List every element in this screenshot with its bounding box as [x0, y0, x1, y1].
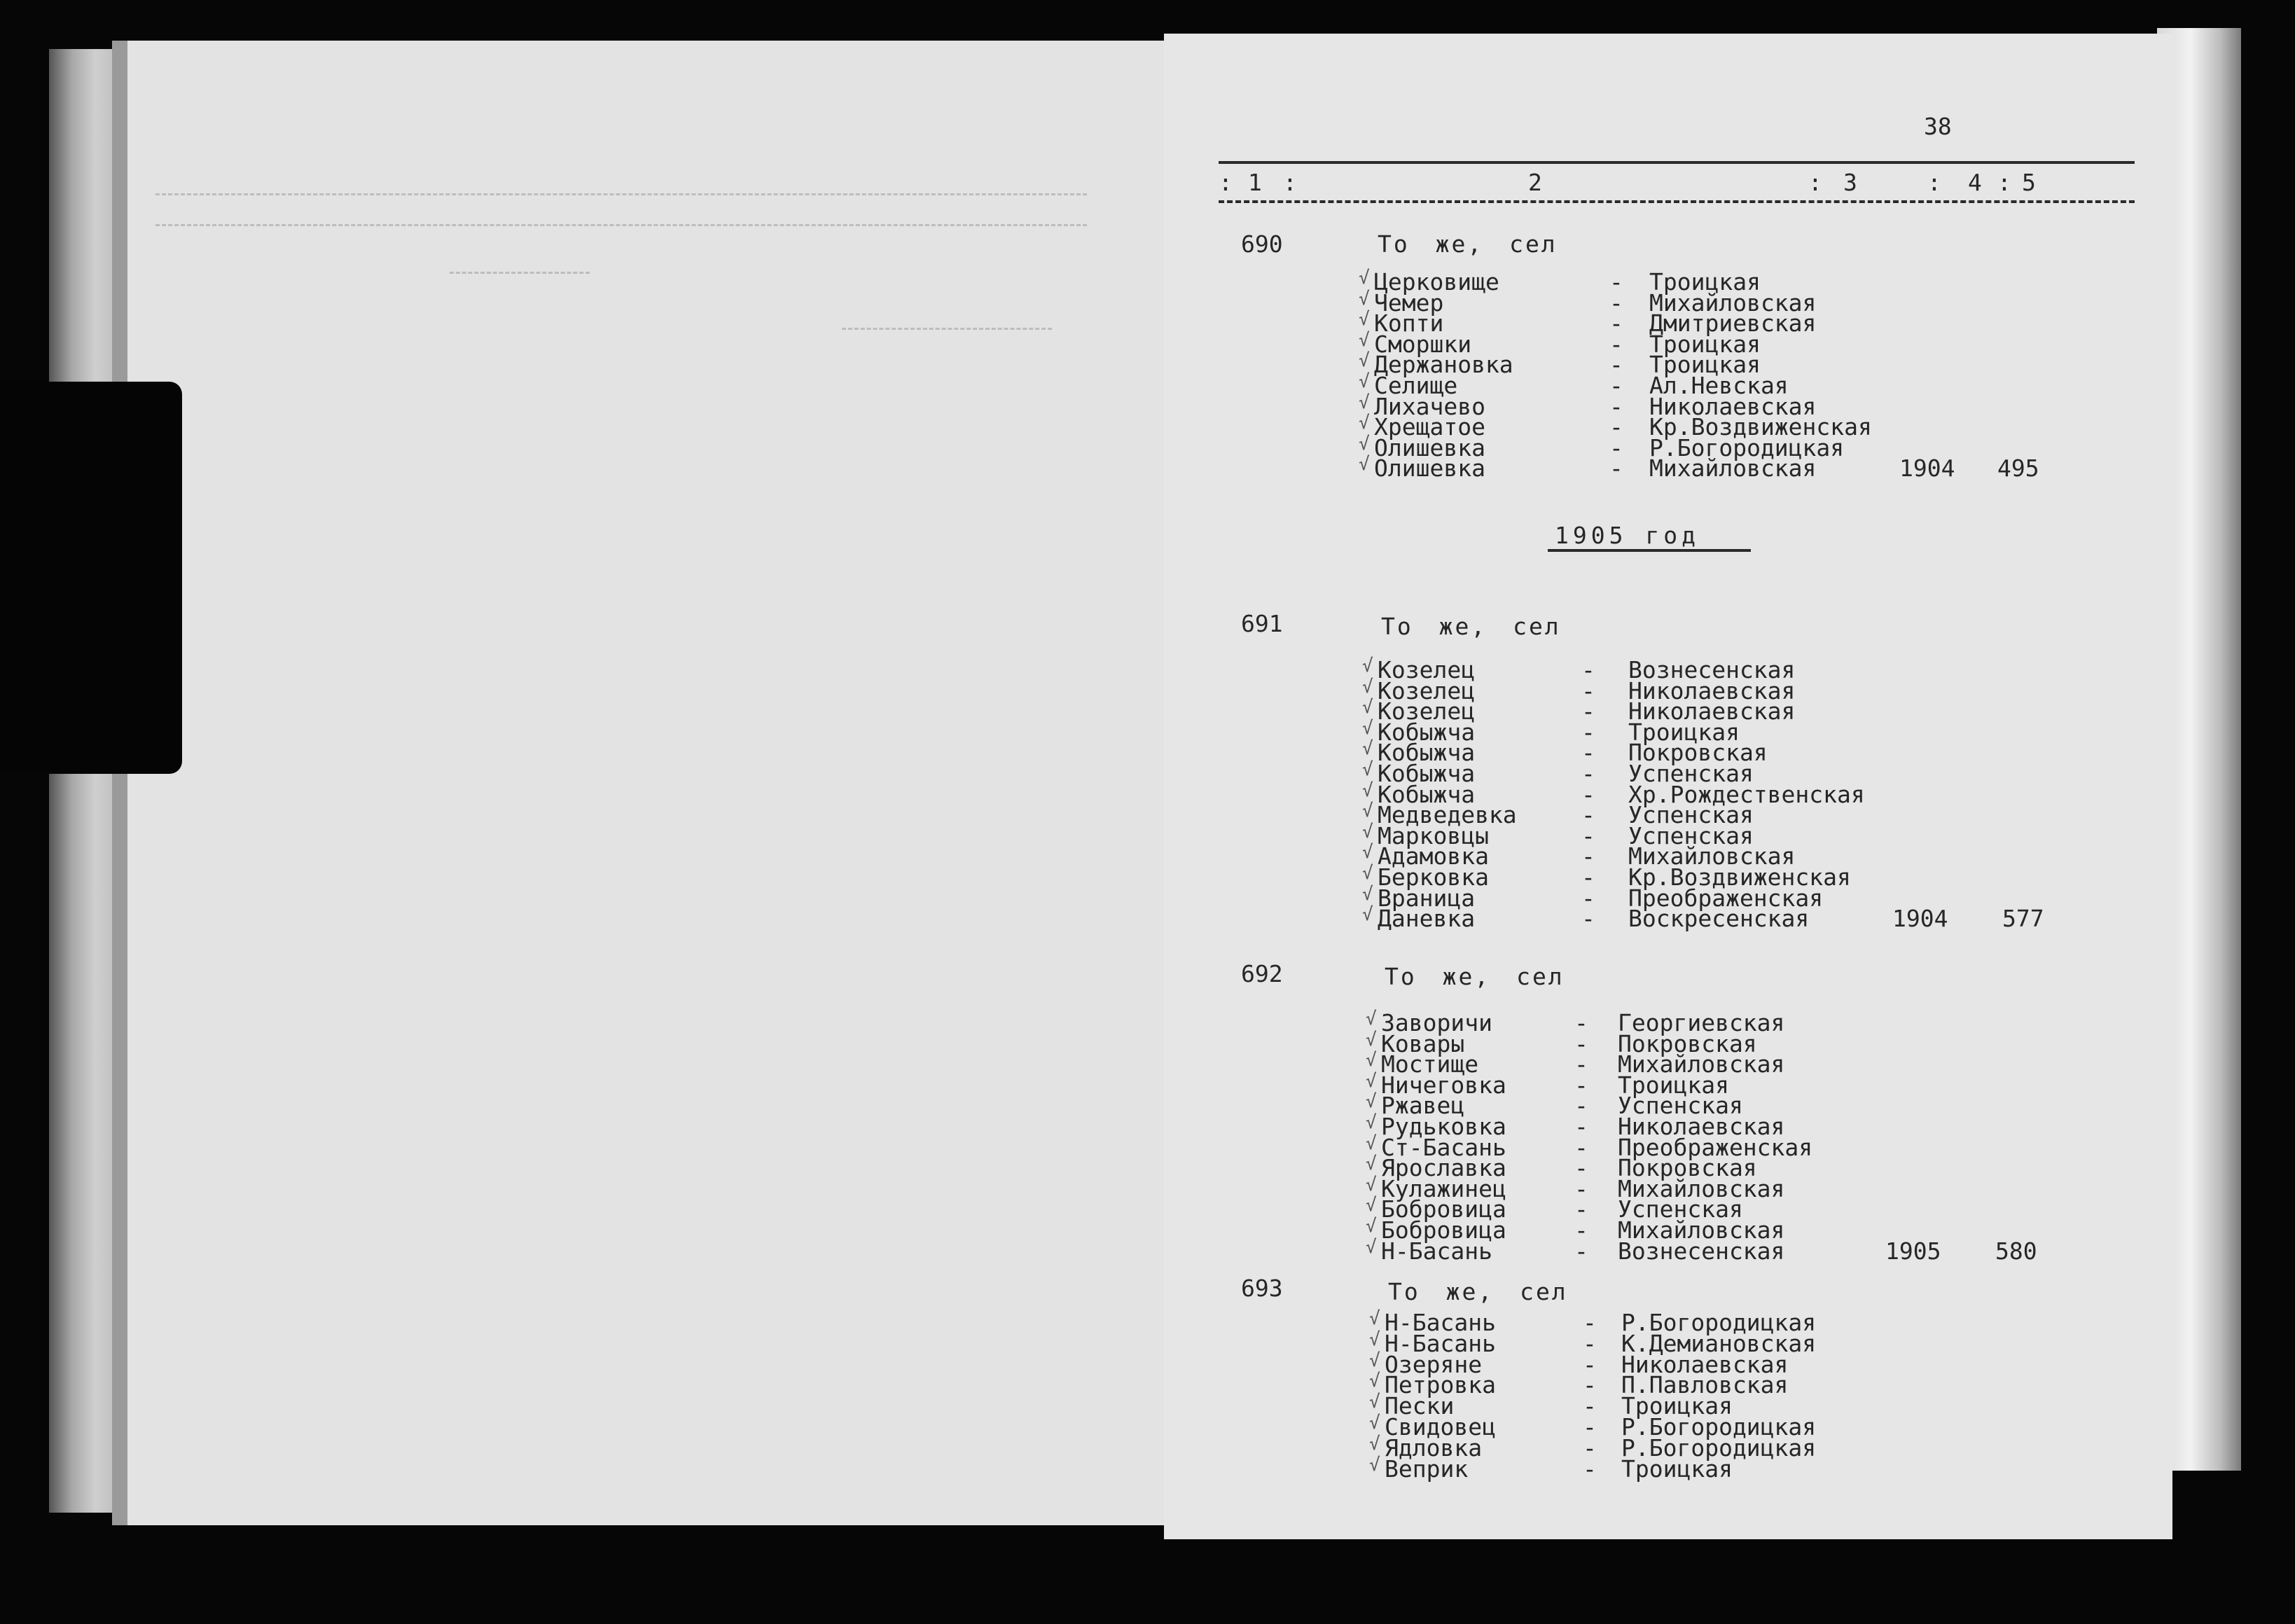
- entry-year: 1904: [1892, 905, 1948, 932]
- check-mark-icon: √: [1359, 454, 1370, 475]
- dash-separator: -: [1581, 863, 1595, 891]
- village-name: Ничеговка: [1381, 1071, 1506, 1099]
- dash-separator: -: [1609, 331, 1623, 358]
- check-mark-icon: √: [1359, 392, 1370, 413]
- village-name: Враница: [1378, 884, 1476, 912]
- village-name: Мостище: [1381, 1050, 1479, 1078]
- dash-separator: -: [1574, 1009, 1588, 1036]
- page-number: 38: [1924, 113, 1952, 140]
- church-name: Николаевская: [1628, 698, 1796, 725]
- check-mark-icon: √: [1359, 289, 1370, 310]
- ghost-rule: [842, 328, 1052, 330]
- check-mark-icon: √: [1362, 718, 1373, 739]
- church-name: Р.Богородицкая: [1621, 1434, 1817, 1462]
- village-name: Чемер: [1374, 289, 1444, 317]
- church-name: Кр.Воздвиженская: [1649, 413, 1872, 440]
- dash-separator: -: [1583, 1371, 1597, 1399]
- dash-separator: -: [1583, 1434, 1597, 1462]
- check-mark-icon: √: [1362, 800, 1373, 821]
- entry-year: 1905: [1885, 1237, 1941, 1265]
- check-mark-icon: √: [1369, 1434, 1380, 1455]
- church-name: Михайловская: [1618, 1050, 1785, 1078]
- check-mark-icon: √: [1359, 412, 1370, 433]
- dash-separator: -: [1609, 289, 1623, 317]
- binder-clip: [0, 382, 182, 774]
- dash-separator: -: [1581, 698, 1595, 725]
- year-heading-underline: [1548, 549, 1751, 552]
- check-mark-icon: √: [1369, 1455, 1380, 1476]
- check-mark-icon: √: [1362, 655, 1373, 676]
- village-name: Рудьковка: [1381, 1113, 1506, 1140]
- entry-number: 692: [1241, 960, 1283, 987]
- entry-number: 693: [1241, 1275, 1283, 1302]
- dash-separator: -: [1581, 905, 1595, 932]
- ghost-rule: [450, 272, 590, 274]
- village-name: Веприк: [1385, 1455, 1469, 1483]
- village-name: Адамовка: [1378, 842, 1489, 870]
- village-name: Кобыжча: [1378, 760, 1476, 787]
- dash-separator: -: [1574, 1092, 1588, 1119]
- church-name: Покровская: [1618, 1030, 1757, 1057]
- year-heading: 1905 год: [1555, 522, 1700, 549]
- dash-separator: -: [1581, 739, 1595, 766]
- dash-separator: -: [1581, 677, 1595, 705]
- check-mark-icon: √: [1362, 759, 1373, 780]
- village-name: Козелец: [1378, 698, 1476, 725]
- village-name: Ядловка: [1385, 1434, 1483, 1462]
- check-mark-icon: √: [1362, 884, 1373, 905]
- church-name: Дмитриевская: [1649, 310, 1817, 337]
- village-name: Даневка: [1378, 905, 1476, 932]
- dash-separator: -: [1583, 1309, 1597, 1336]
- entry-count: 577: [2002, 905, 2044, 932]
- dash-separator: -: [1574, 1071, 1588, 1099]
- village-name: Бобровица: [1381, 1195, 1506, 1223]
- church-name: Троицкая: [1649, 268, 1761, 296]
- check-mark-icon: √: [1359, 330, 1370, 351]
- church-name: Успенская: [1618, 1195, 1743, 1223]
- village-name: Хрещатое: [1374, 413, 1485, 440]
- village-name: Свидовец: [1385, 1413, 1496, 1441]
- check-mark-icon: √: [1366, 1050, 1377, 1071]
- dash-separator: -: [1581, 781, 1595, 808]
- dash-separator: -: [1609, 268, 1623, 296]
- entry-number: 690: [1241, 230, 1283, 258]
- dash-separator: -: [1581, 719, 1595, 746]
- dash-separator: -: [1583, 1392, 1597, 1420]
- dash-separator: -: [1609, 393, 1623, 420]
- check-mark-icon: √: [1369, 1308, 1380, 1329]
- dash-separator: -: [1574, 1030, 1588, 1057]
- check-mark-icon: √: [1366, 1174, 1377, 1195]
- church-name: Преображенская: [1618, 1134, 1813, 1161]
- church-name: Троицкая: [1649, 351, 1761, 378]
- church-name: Михайловская: [1618, 1175, 1785, 1202]
- entry-title: То же, сел: [1385, 963, 1565, 990]
- dash-separator: -: [1574, 1113, 1588, 1140]
- dash-separator: -: [1574, 1216, 1588, 1244]
- village-name: Сморшки: [1374, 331, 1472, 358]
- dash-separator: -: [1574, 1175, 1588, 1202]
- ghost-rule: [155, 224, 1087, 226]
- church-name: Покровская: [1618, 1154, 1757, 1181]
- dash-separator: -: [1581, 760, 1595, 787]
- dash-separator: -: [1609, 454, 1623, 482]
- church-name: Троицкая: [1621, 1455, 1733, 1483]
- village-name: Бобровица: [1381, 1216, 1506, 1244]
- dash-separator: -: [1583, 1351, 1597, 1378]
- church-name: Успенская: [1628, 760, 1754, 787]
- village-name: Ст-Басань: [1381, 1134, 1506, 1161]
- church-name: Успенская: [1628, 801, 1754, 828]
- village-name: Кобыжча: [1378, 781, 1476, 808]
- entry-title: То же, сел: [1388, 1278, 1568, 1305]
- village-name: Пески: [1385, 1392, 1455, 1420]
- village-name: Заворичи: [1381, 1009, 1492, 1036]
- check-mark-icon: √: [1362, 863, 1373, 884]
- check-mark-icon: √: [1366, 1008, 1377, 1029]
- check-mark-icon: √: [1362, 780, 1373, 801]
- check-mark-icon: √: [1369, 1350, 1380, 1371]
- village-name: Ярославка: [1381, 1154, 1506, 1181]
- church-name: Кр.Воздвиженская: [1628, 863, 1851, 891]
- church-name: Михайловская: [1649, 289, 1817, 317]
- church-name: Троицкая: [1618, 1071, 1729, 1099]
- check-mark-icon: √: [1366, 1091, 1377, 1112]
- village-name: Лихачево: [1374, 393, 1485, 420]
- check-mark-icon: √: [1366, 1133, 1377, 1154]
- check-mark-icon: √: [1369, 1391, 1380, 1413]
- dash-separator: -: [1609, 413, 1623, 440]
- check-mark-icon: √: [1362, 842, 1373, 863]
- village-name: Кобыжча: [1378, 719, 1476, 746]
- village-name: Берковка: [1378, 863, 1489, 891]
- village-name: Н-Басань: [1381, 1237, 1492, 1265]
- check-mark-icon: √: [1369, 1370, 1380, 1391]
- village-name: Держановка: [1374, 351, 1513, 378]
- church-name: Михайловская: [1649, 454, 1817, 482]
- church-name: Троицкая: [1649, 331, 1761, 358]
- church-name: Ал.Невская: [1649, 372, 1789, 399]
- check-mark-icon: √: [1366, 1153, 1377, 1174]
- church-name: Хр.Рождественская: [1628, 781, 1865, 808]
- dash-separator: -: [1581, 801, 1595, 828]
- church-name: Троицкая: [1621, 1392, 1733, 1420]
- dash-separator: -: [1581, 656, 1595, 683]
- church-name: Вознесенская: [1628, 656, 1796, 683]
- check-mark-icon: √: [1359, 350, 1370, 371]
- dash-separator: -: [1583, 1413, 1597, 1441]
- dash-separator: -: [1581, 842, 1595, 870]
- check-mark-icon: √: [1359, 371, 1370, 392]
- header-top-rule: [1219, 161, 2135, 164]
- church-name: Р.Богородицкая: [1621, 1309, 1817, 1336]
- dash-separator: -: [1609, 372, 1623, 399]
- dash-separator: -: [1574, 1195, 1588, 1223]
- church-name: Николаевская: [1618, 1113, 1785, 1140]
- church-name: Покровская: [1628, 739, 1768, 766]
- village-name: Кулажинец: [1381, 1175, 1506, 1202]
- village-name: Копти: [1374, 310, 1444, 337]
- dash-separator: -: [1609, 351, 1623, 378]
- church-name: Николаевская: [1621, 1351, 1789, 1378]
- church-name: К.Демиановская: [1621, 1330, 1817, 1357]
- village-name: Медведевка: [1378, 801, 1517, 828]
- dash-separator: -: [1581, 822, 1595, 849]
- church-name: Успенская: [1618, 1092, 1743, 1119]
- left-page: [112, 41, 1165, 1525]
- village-name: Ковары: [1381, 1030, 1465, 1057]
- ghost-rule: [155, 193, 1087, 195]
- entry-year: 1904: [1899, 454, 1955, 482]
- check-mark-icon: √: [1362, 697, 1373, 718]
- village-name: Олишевка: [1374, 454, 1485, 482]
- check-mark-icon: √: [1366, 1071, 1377, 1092]
- dash-separator: -: [1574, 1134, 1588, 1161]
- village-name: Олишевка: [1374, 434, 1485, 461]
- village-name: Кобыжча: [1378, 739, 1476, 766]
- church-name: Р.Богородицкая: [1649, 434, 1845, 461]
- entry-number: 691: [1241, 610, 1283, 637]
- church-name: Троицкая: [1628, 719, 1740, 746]
- dash-separator: -: [1581, 884, 1595, 912]
- dash-separator: -: [1609, 434, 1623, 461]
- right-page: 38 : 1 : 2 : 3 : 4 : 5 690 То же, сел √ Церковище - Троицкая √ Чемер - Михайловская √ Копти - Дмитриевская √ Сморшки - Троицкая √ Держановка - Троицкая √ Селище - Ал.Невская √ Лихачево - Николаевская √ Хрещатое - Кр.Воздвиженская √ Олишевка - Р.Богородицкая √ Олишевка - Михайловская 1904 495 691 То же, сел √ Козелец - Вознесенская √ Козелец - Николаевская √ Козелец - Николаевская √ Кобыжча - Троицкая √ Кобыжча - Покровская √ Кобыжча - Успенская √ Кобыжча - Хр.Рождественская √ Медведевка - Успенская √ Марковцы - Успенская √ Адамовка - Михайловская √ Берковка - Кр.Воздвиженская √ Враница - Преображенская √ Даневка - Воскресенская 1904 577 692 То же, сел √ Заворичи - Георгиевская √ Ковары - Покровская √ Мостище - Михайловская √ Ничеговка - Троицкая √ Ржавец - Успенская √ Рудьковка - Николаевская √ Ст-Басань - Преображенская √ Ярославка - Покровская √ Кулажинец - Михайловская √ Бобровица - Успенская √ Бобровица - Михайловская √ Н-Басань - Вознесенская 1905 580 693 То же, сел √ Н-Басань - Р.Богородицкая √ Н-Басань - К.Демиановская √ Озеряне - Николаевская √ Петровка - П.Павловская √ Пески - Троицкая √ Свидовец - Р.Богородицкая √ Ядловка - Р.Богородицкая √ Веприк - Троицкая 1905 год: [1164, 34, 2172, 1539]
- check-mark-icon: √: [1362, 904, 1373, 925]
- church-name: Георгиевская: [1618, 1009, 1785, 1036]
- check-mark-icon: √: [1359, 309, 1370, 330]
- church-name: Николаевская: [1628, 677, 1796, 705]
- church-name: П.Павловская: [1621, 1371, 1789, 1399]
- village-name: Церковище: [1374, 268, 1499, 296]
- church-name: Михайловская: [1618, 1216, 1785, 1244]
- check-mark-icon: √: [1366, 1029, 1377, 1050]
- check-mark-icon: √: [1362, 738, 1373, 759]
- church-name: Вознесенская: [1618, 1237, 1785, 1265]
- church-name: Преображенская: [1628, 884, 1824, 912]
- church-name: Р.Богородицкая: [1621, 1413, 1817, 1441]
- entry-title: То же, сел: [1378, 230, 1558, 258]
- village-name: Марковцы: [1378, 822, 1489, 849]
- village-name: Н-Басань: [1385, 1309, 1496, 1336]
- village-name: Козелец: [1378, 656, 1476, 683]
- dash-separator: -: [1583, 1330, 1597, 1357]
- check-mark-icon: √: [1362, 676, 1373, 698]
- village-name: Н-Басань: [1385, 1330, 1496, 1357]
- check-mark-icon: √: [1359, 433, 1370, 454]
- header-bottom-rule: [1219, 200, 2135, 203]
- check-mark-icon: √: [1366, 1237, 1377, 1258]
- dash-separator: -: [1574, 1237, 1588, 1265]
- dash-separator: -: [1609, 310, 1623, 337]
- check-mark-icon: √: [1366, 1112, 1377, 1133]
- church-name: Воскресенская: [1628, 905, 1810, 932]
- entry-count: 495: [1997, 454, 2039, 482]
- village-name: Петровка: [1385, 1371, 1496, 1399]
- dash-separator: -: [1574, 1154, 1588, 1181]
- village-name: Озеряне: [1385, 1351, 1483, 1378]
- check-mark-icon: √: [1359, 268, 1370, 289]
- village-name: Ржавец: [1381, 1092, 1465, 1119]
- check-mark-icon: √: [1366, 1216, 1377, 1237]
- dash-separator: -: [1574, 1050, 1588, 1078]
- church-name: Николаевская: [1649, 393, 1817, 420]
- village-name: Козелец: [1378, 677, 1476, 705]
- check-mark-icon: √: [1369, 1329, 1380, 1350]
- village-name: Селище: [1374, 372, 1458, 399]
- entry-title: То же, сел: [1381, 613, 1561, 640]
- church-name: Успенская: [1628, 822, 1754, 849]
- dash-separator: -: [1583, 1455, 1597, 1483]
- check-mark-icon: √: [1369, 1413, 1380, 1434]
- check-mark-icon: √: [1366, 1195, 1377, 1216]
- church-name: Михайловская: [1628, 842, 1796, 870]
- check-mark-icon: √: [1362, 821, 1373, 842]
- entry-count: 580: [1995, 1237, 2037, 1265]
